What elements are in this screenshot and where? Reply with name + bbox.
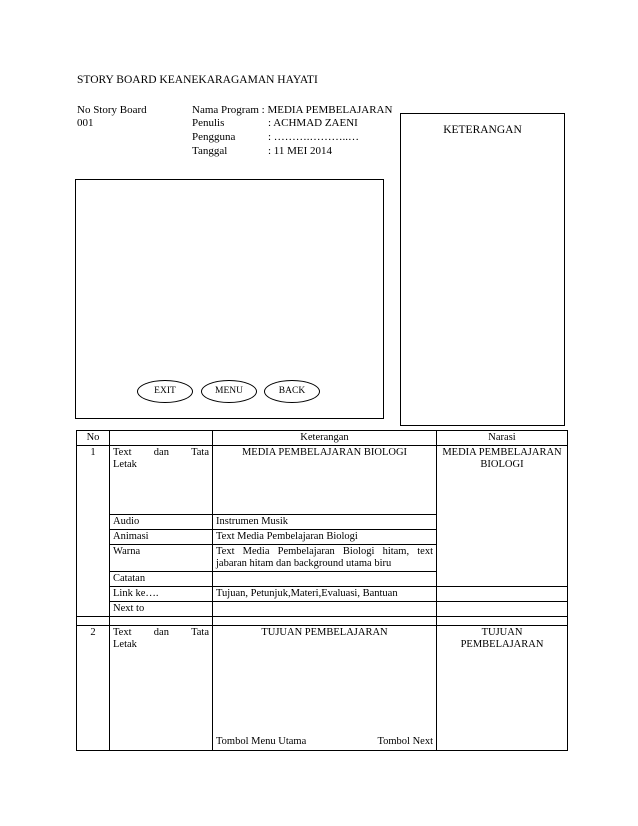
no-story-board-label: No Story Board bbox=[77, 104, 147, 116]
row2-text-letak-line1: Text dan Tata bbox=[113, 627, 209, 638]
row1-warna-label: Warna bbox=[110, 545, 213, 572]
row2-text-letak bbox=[110, 626, 213, 751]
row1-audio-label: Audio bbox=[110, 515, 213, 530]
spacer-cell bbox=[213, 617, 437, 626]
row1-warna-line2: jabaran hitam dan background utama biru bbox=[216, 558, 392, 569]
row1-no: 1 bbox=[77, 446, 110, 617]
row1-text-letak bbox=[110, 446, 213, 515]
header-no: No bbox=[77, 431, 110, 446]
row1-warna-value bbox=[213, 545, 437, 572]
row1-animasi-label: Animasi bbox=[110, 530, 213, 545]
row2-narasi: TUJUAN PEMBELAJARAN bbox=[437, 626, 568, 751]
no-story-board-value: 001 bbox=[77, 117, 94, 129]
pengguna-label: Pengguna bbox=[192, 131, 236, 143]
exit-button[interactable]: EXIT bbox=[137, 380, 193, 403]
row1-audio-value: Instrumen Musik bbox=[213, 515, 437, 530]
header-empty bbox=[110, 431, 213, 446]
row2-content-title: TUJUAN PEMBELAJARAN bbox=[261, 627, 388, 638]
header-narasi: Narasi bbox=[437, 431, 568, 446]
row1-catatan-value bbox=[213, 572, 437, 587]
row2-tombol-menu: Tombol Menu Utama bbox=[216, 736, 307, 747]
keterangan-box bbox=[400, 113, 565, 426]
spacer-cell bbox=[110, 617, 213, 626]
storyboard-table bbox=[76, 430, 568, 751]
spacer-cell bbox=[77, 617, 110, 626]
nama-program: Nama Program : MEDIA PEMBELAJARAN bbox=[192, 104, 393, 116]
row1-text-letak-line2: Letak bbox=[113, 459, 137, 470]
page-title: STORY BOARD KEANEKARAGAMAN HAYATI bbox=[77, 74, 318, 86]
row1-warna-line1: Text Media Pembelajaran Biologi hitam, text bbox=[216, 546, 433, 557]
row2-content bbox=[213, 626, 437, 751]
row1-link-value: Tujuan, Petunjuk,Materi,Evaluasi, Bantuan bbox=[213, 587, 437, 602]
table-row bbox=[77, 446, 568, 515]
menu-button[interactable]: MENU bbox=[201, 380, 257, 403]
header-keterangan: Keterangan bbox=[213, 431, 437, 446]
row1-next-narasi bbox=[437, 602, 568, 617]
row1-next-value bbox=[213, 602, 437, 617]
tanggal-value: : 11 MEI 2014 bbox=[268, 145, 333, 157]
row2-text-letak-line2: Letak bbox=[113, 639, 137, 650]
row1-narasi: MEDIA PEMBELAJARAN BIOLOGI bbox=[437, 446, 568, 587]
row1-animasi-value: Text Media Pembelajaran Biologi bbox=[213, 530, 437, 545]
back-button[interactable]: BACK bbox=[264, 380, 320, 403]
row1-link-label: Link ke…. bbox=[110, 587, 213, 602]
table-row bbox=[77, 602, 568, 617]
penulis-label: Penulis bbox=[192, 117, 225, 129]
row1-content: MEDIA PEMBELAJARAN BIOLOGI bbox=[213, 446, 437, 515]
row2-no: 2 bbox=[77, 626, 110, 751]
row1-text-letak-line1: Text dan Tata bbox=[113, 447, 209, 458]
table-row bbox=[77, 617, 568, 626]
tanggal-label: Tanggal bbox=[192, 145, 228, 157]
penulis-value: : ACHMAD ZAENI bbox=[268, 117, 358, 129]
table-header-row bbox=[77, 431, 568, 446]
table-row bbox=[77, 587, 568, 602]
row1-catatan-label: Catatan bbox=[110, 572, 213, 587]
keterangan-label: KETERANGAN bbox=[443, 124, 522, 136]
pengguna-value: : ……….………..… bbox=[268, 131, 360, 143]
row1-link-narasi bbox=[437, 587, 568, 602]
spacer-cell bbox=[437, 617, 568, 626]
table-row bbox=[77, 626, 568, 751]
row2-tombol-next: Tombol Next bbox=[377, 736, 433, 747]
row1-next-label: Next to bbox=[110, 602, 213, 617]
